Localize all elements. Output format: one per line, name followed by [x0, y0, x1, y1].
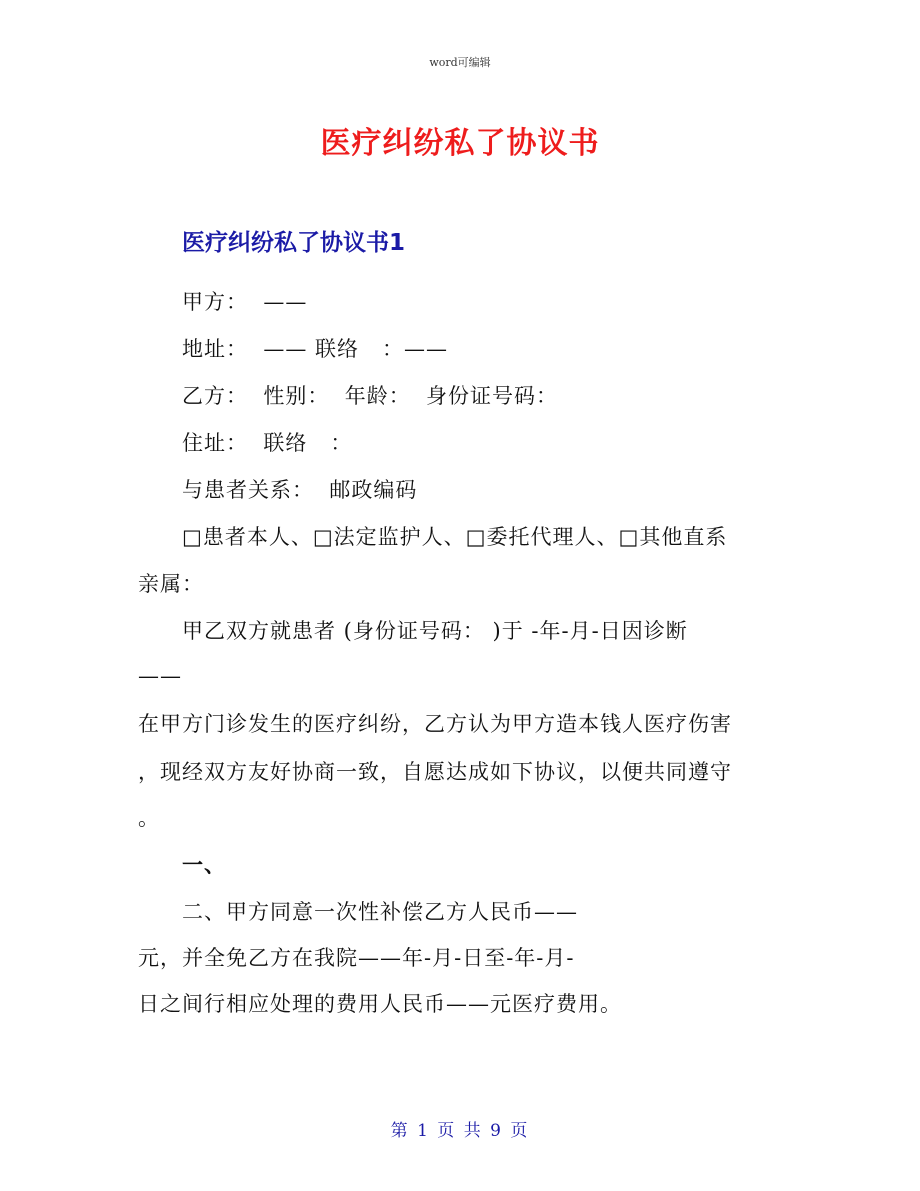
preamble-line-2: ——: [138, 664, 182, 688]
preamble-line-5: 。: [138, 806, 160, 830]
relation-options-line: □患者本人、□法定监护人、□委托代理人、□其他直系: [182, 525, 728, 549]
clause-two-line-2: 元，并全免乙方在我院——年-月-日至-年-月-: [138, 946, 575, 970]
page-footer: 第 1 页 共 9 页: [390, 1121, 530, 1141]
preamble-line-3: 在甲方门诊发生的医疗纠纷，乙方认为甲方造本钱人医疗伤害: [138, 712, 732, 736]
header-note: word可编辑: [429, 56, 491, 69]
preamble-line-1: 甲乙双方就患者 (身份证号码： )于 -年-月-日因诊断: [182, 619, 688, 643]
preamble-line-4: ，现经双方友好协商一致，自愿达成如下协议，以便共同遵守: [138, 760, 732, 784]
party-b-line: 乙方： 性别： 年龄： 身份证号码：: [182, 384, 559, 408]
address-line: 地址： —— 联络 ：——: [182, 337, 449, 361]
relation-line: 与患者关系： 邮政编码: [182, 478, 418, 502]
clause-one: 一、: [182, 852, 226, 877]
clause-two-line-1: 二、甲方同意一次性补偿乙方人民币——: [182, 900, 578, 924]
clause-two-line-3: 日之间行相应处理的费用人民币——元医疗费用。: [138, 992, 622, 1016]
residence-line: 住址： 联络 ：: [182, 431, 353, 455]
document-title: 医疗纠纷私了协议书: [320, 126, 600, 161]
relation-options-cont: 亲属：: [138, 572, 204, 596]
section-title: 医疗纠纷私了协议书1: [182, 230, 406, 256]
party-a-line: 甲方： ——: [182, 290, 308, 314]
